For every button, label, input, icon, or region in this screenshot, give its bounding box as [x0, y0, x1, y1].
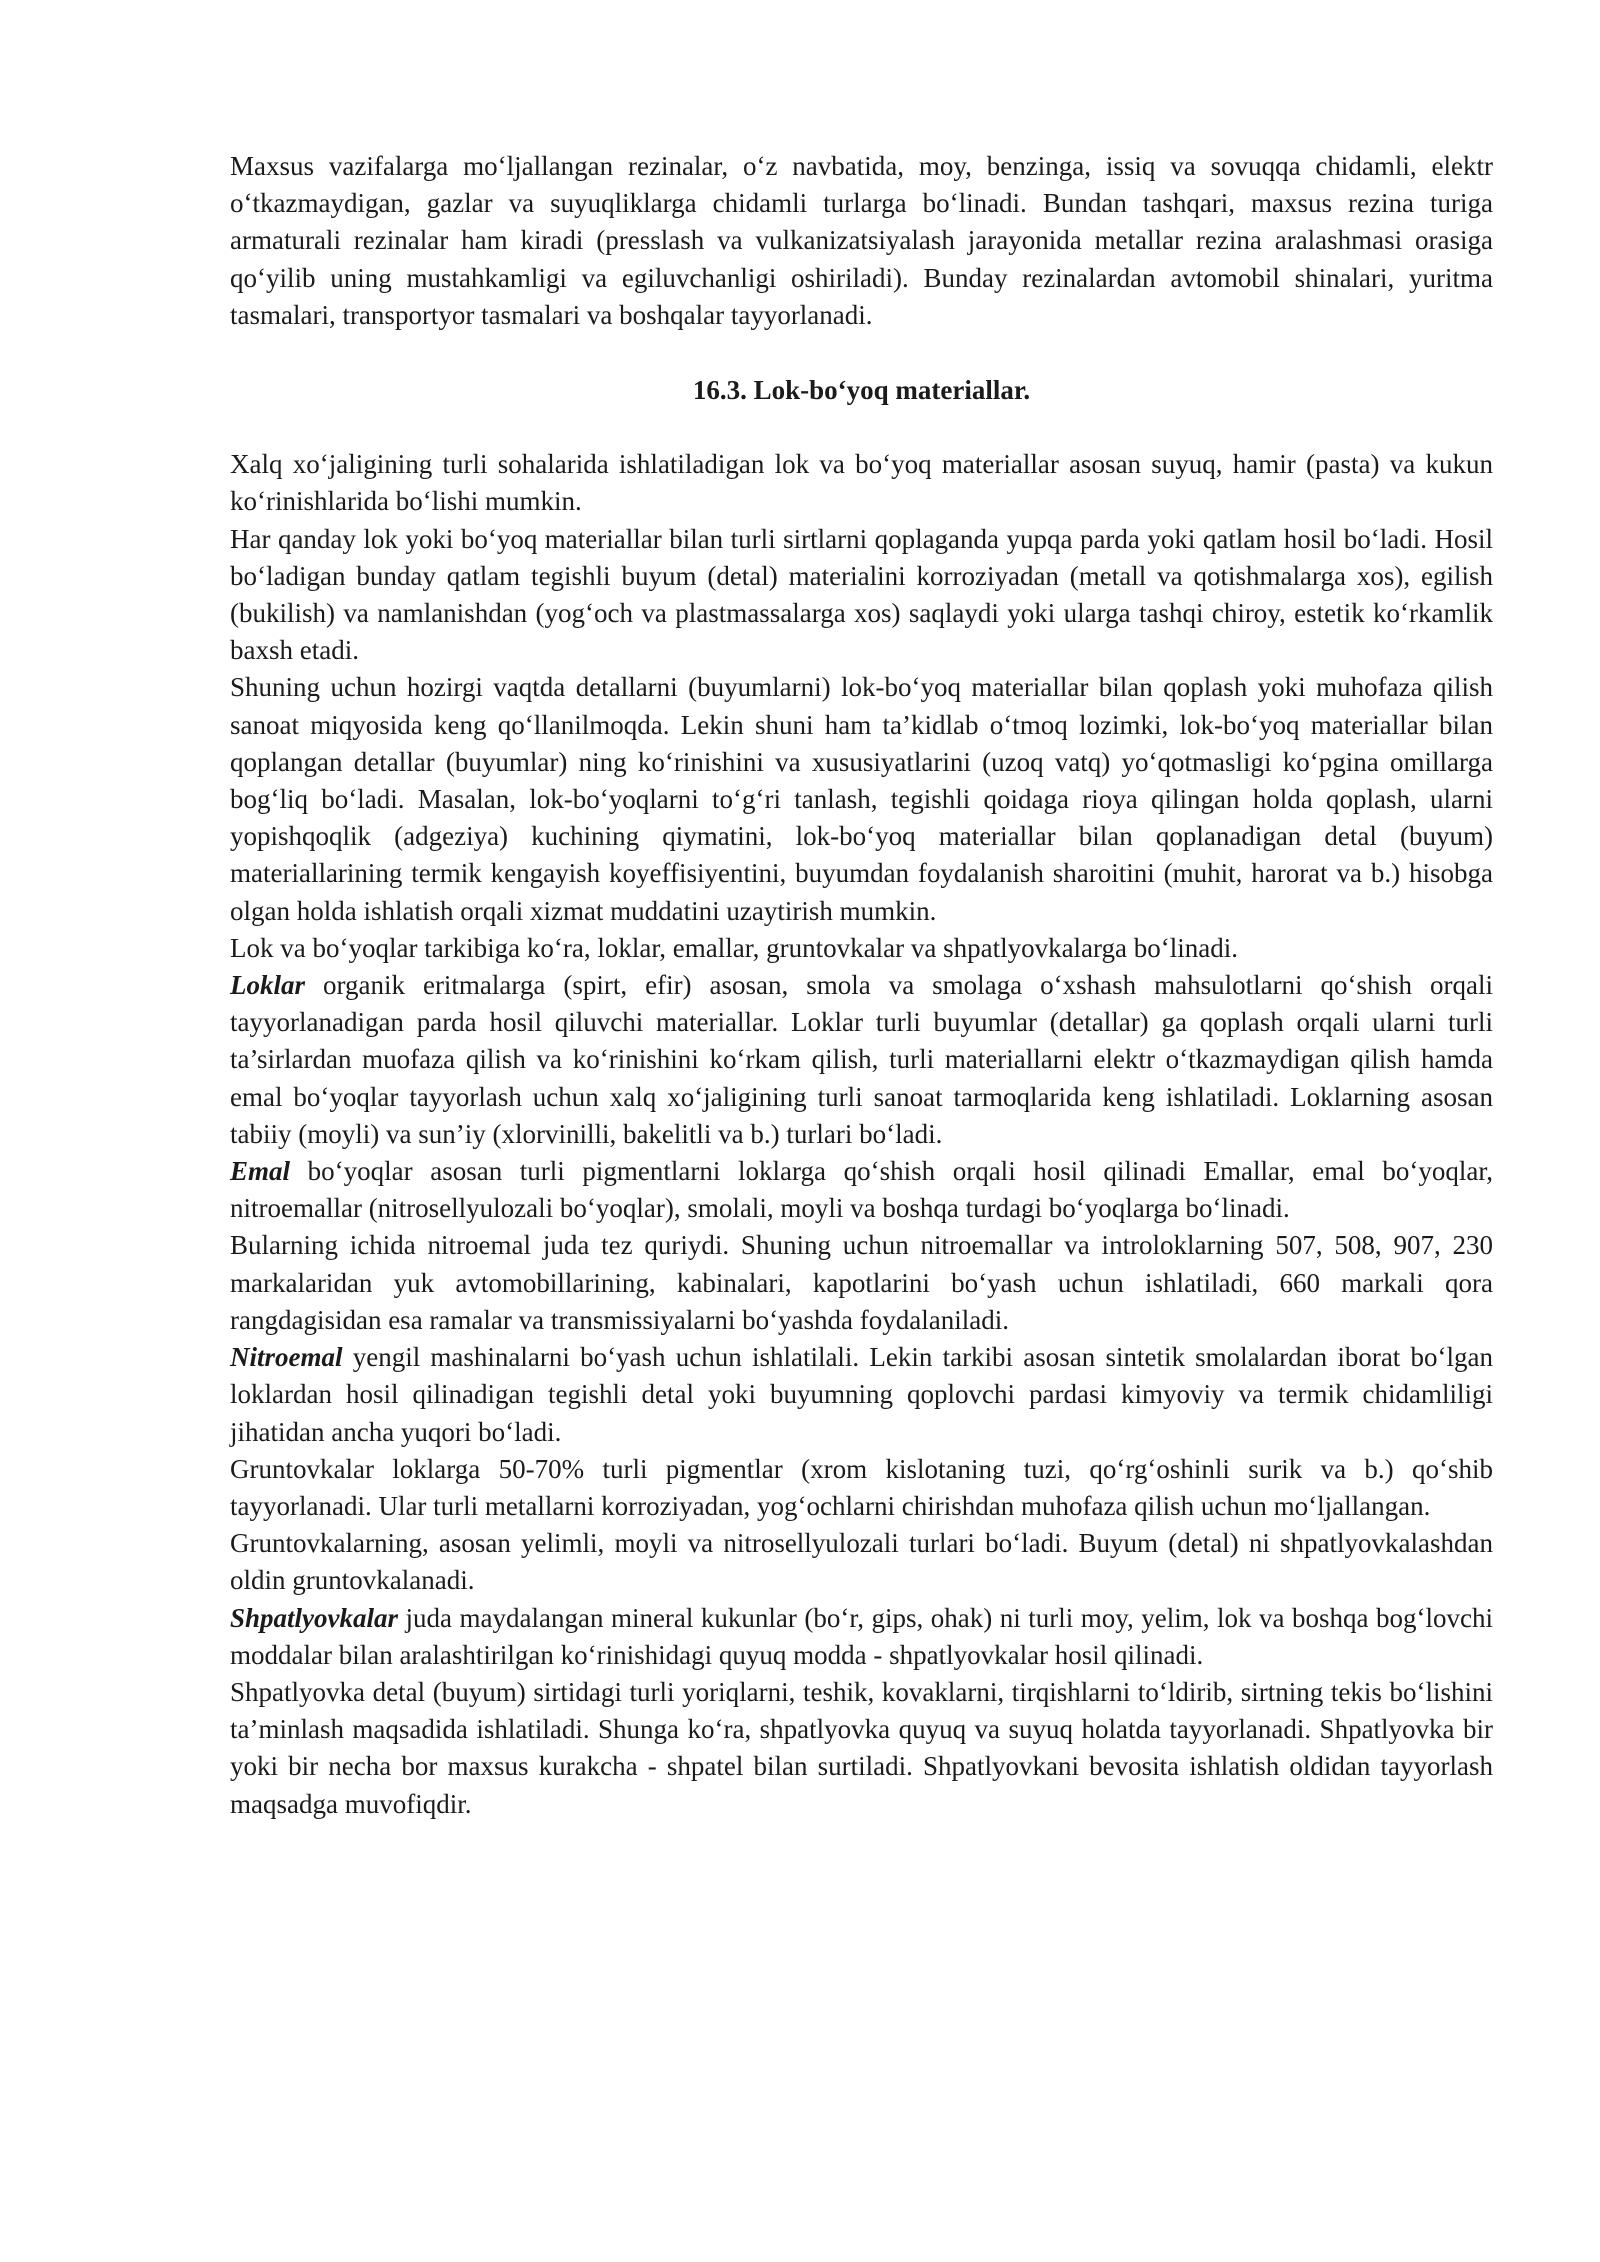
paragraph-8-text: yengil mashinalarni bo‘yash uchun ishlatilali. Lekin tarkibi asosan sintetik smolalardan iborat bo‘lgan loklardan hosil qilinadigan tegishli detal yoki buyumning qoplovchi pardasi kimyoviy va termik chidamliligi jihatidan ancha yuqori bo‘ladi. — [230, 1342, 1493, 1447]
paragraph-6-text: bo‘yoqlar asosan turli pigmentlarni loklarga qo‘shish orqali hosil qilinadi Emallar, emal bo‘yoqlar, nitroemallar (nitrosellyulozali bo‘yoqlar), smolali, moyli va boshqa turdagi bo‘yoqlarga bo‘linadi. — [230, 1156, 1493, 1224]
paragraph-5 — [230, 967, 1493, 1153]
paragraph-9: Gruntovkalar loklarga 50-70% turli pigmentlar (xrom kislotaning tuzi, qo‘rg‘oshinli surik va b.) qo‘shib tayyorlanadi. Ular turli metallarni korroziyadan, yog‘ochlarni chirishdan muhofaza qilish uchun mo‘ljallangan. — [230, 1453, 1493, 1521]
term-nitroemal: Nitroemal — [230, 1342, 343, 1373]
paragraph-11-text: juda maydalangan mineral kukunlar (bo‘r, gips, ohak) ni turli moy, yelim, lok va boshqa bog‘lovchi moddalar bilan aralashtirilgan ko‘rinishidagi quyuq modda - shpatlyovkalar hosil qilinadi. — [230, 1602, 1493, 1670]
paragraph-3: Shuning uchun hozirgi vaqtda detallarni (buyumlarni) lok-bo‘yoq materiallar bilan qoplash yoki muhofaza qilish sanoat miqyosida keng qo‘llanilmoqda. Lekin shuni ham ta’kidlab o‘tmoq lozimki, lok-bo‘yoq materiallar bilan qoplangan detallar (buyumlar) ning ko‘rinishini va xususiyatlarini (uzoq vatq) yo‘qotmasligi ko‘pgina omillarga bog‘liq bo‘ladi. Masalan, lok-bo‘yoqlarni to‘g‘ri tanlash, tegishli qoidaga rioya qilingan holda qoplash, ularni yopishqoqlik (adgeziya) kuchining qiymatini, lok-bo‘yoq materiallar bilan qoplanadigan detal (buyum) materiallarining termik kengayish koyeffisiyentini, buyumdan foydalanish sharoitini (muhit, harorat va b.) hisobga olgan holda ishlatish orqali xizmat muddatini uzaytirish mumkin. — [230, 672, 1493, 926]
paragraph-4: Lok va bo‘yoqlar tarkibiga ko‘ra, loklar, emallar, gruntovkalar va shpatlyovkalarga bo‘linadi. — [230, 932, 1239, 963]
document-page — [230, 148, 1493, 1823]
term-shpatlyovkalar: Shpatlyovkalar — [230, 1602, 399, 1633]
paragraph-6 — [230, 1153, 1493, 1227]
paragraph-11 — [230, 1600, 1493, 1674]
section-title: 16.3. Lok-bo‘yoq materiallar. — [692, 375, 1031, 406]
paragraph-7: Bularning ichida nitroemal juda tez quriydi. Shuning uchun nitroemallar va introloklarning 507, 508, 907, 230 markalaridan yuk avtomobillarining, kabinalari, kapotlarini bo‘yash uchun ishlatiladi, 660 markali qora rangdagisidan esa ramalar va transmissiyalarni bo‘yashda foydalaniladi. — [230, 1230, 1493, 1335]
paragraph-1: Xalq xo‘jaligining turli sohalarida ishlatiladigan lok va bo‘yoq materiallar asosan suyuq, hamir (pasta) va kukun ko‘rinishlarida bo‘lishi mumkin. — [230, 449, 1493, 517]
paragraph-8 — [230, 1339, 1493, 1451]
term-loklar: Loklar — [230, 970, 306, 1001]
paragraph-2: Har qanday lok yoki bo‘yoq materiallar bilan turli sirtlarni qoplaganda yupqa parda yoki qatlam hosil bo‘ladi. Hosil bo‘ladigan bunday qatlam tegishli buyum (detal) materialini korroziyadan (metall va qotishmalarga xos), egilish (bukilish) va namlanishdan (yog‘och va plastmassalarga xos) saqlaydi yoki ularga tashqi chiroy, estetik ko‘rkamlik baxsh etadi. — [230, 523, 1493, 666]
term-emal: Emal — [230, 1156, 291, 1187]
paragraph-5-text: organik eritmalarga (spirt, efir) asosan, smola va smolaga o‘xshash mahsulotlarni qo‘shish orqali tayyorlanadigan parda hosil qiluvchi materiallar. Loklar turli buyumlar (detallar) ga qoplash orqali ularni turli ta’sirlardan muofaza qilish va ko‘rinishini ko‘rkam qilish, turli materiallarni elektr o‘tkazmaydigan qilish hamda emal bo‘yoqlar tayyorlash uchun xalq xo‘jaligining turli sanoat tarmoqlarida keng ishlatiladi. Loklarning asosan tabiiy (moyli) va sun’iy (xlorvinilli, bakelitli va b.) turlari bo‘ladi. — [230, 970, 1493, 1149]
paragraph-12: Shpatlyovka detal (buyum) sirtidagi turli yoriqlarni, teshik, kovaklarni, tirqishlarni to‘ldirib, sirtning tekis bo‘lishini ta’minlash maqsadida ishlatiladi. Shunga ko‘ra, shpatlyovka quyuq va suyuq holatda tayyorlanadi. Shpatlyovka bir yoki bir necha bor maxsus kurakcha - shpatel bilan surtiladi. Shpatlyovkani bevosita ishlatish oldidan tayyorlash maqsadga muvofiqdir. — [230, 1676, 1493, 1819]
intro-paragraph: Maxsus vazifalarga mo‘ljallangan rezinalar, o‘z navbatida, moy, benzinga, issiq va sovuqqa chidamli, elektr o‘tkazmaydigan, gazlar va suyuqliklarga chidamli turlarga bo‘linadi. Bundan tashqari, maxsus rezina turiga armaturali rezinalar ham kiradi (presslash va vulkanizatsiyalash jarayonida metallar rezina aralashmasi orasiga qo‘yilib uning mustahkamligi va egiluvchanligi oshiriladi). Bunday rezinalardan avtomobil shinalari, yuritma tasmalari, transportyor tasmalari va boshqalar tayyorlanadi. — [230, 151, 1493, 330]
paragraph-10: Gruntovkalarning, asosan yelimli, moyli va nitrosellyulozali turlari bo‘ladi. Buyum (detal) ni shpatlyovkalashdan oldin gruntovkalanadi. — [230, 1528, 1493, 1596]
